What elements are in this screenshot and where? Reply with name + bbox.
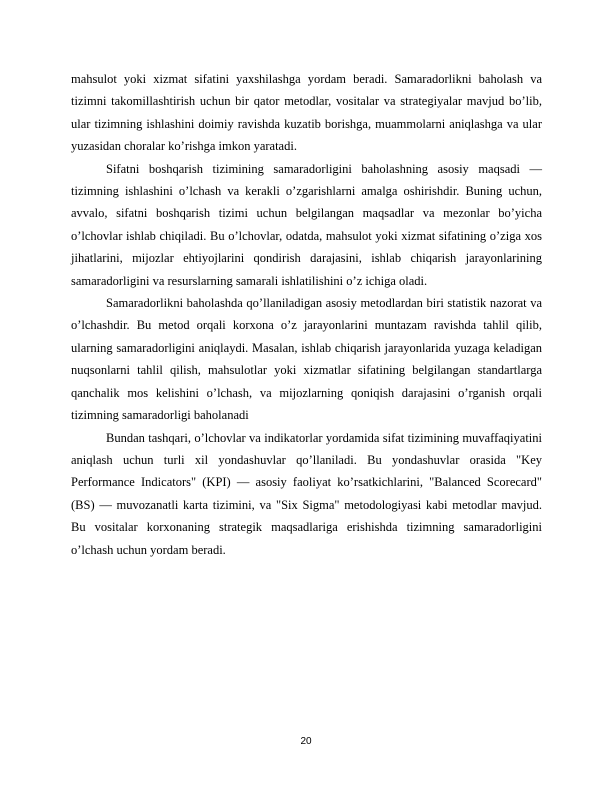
- paragraph-continued: mahsulot yoki xizmat sifatini yaxshilashga yordam beradi. Samaradorlikni baholash va tizimni takomillashtirish uchun bir qator metodlar, vositalar va strategiyalar mavjud bo’lib, ular tizimning ishlashini doimiy ravishda kuzatib borishga, muammolarni aniqlashga va ular yuzasidan choralar ko’rishga imkon yaratadi.: [71, 72, 542, 154]
- paragraph: Sifatni boshqarish tizimining samaradorligini baholashning asosiy maqsadi — tizimning ishlashini o’lchash va kerakli o’zgarishlarni amalga oshirishdir. Buning uchun, avvalo, sifatni boshqarish tizimi uchun belgilangan maqsadlar va mezonlar bo’yicha o’lchovlar ishlab chiqiladi. Bu o’lchovlar, odatda, mahsulot yoki xizmat sifatining o’ziga xos jihatlarini, mijozlar ehtiyojlarini qondirish darajasini, ishlab chiqarish jarayonlarining samaradorligini va resurslarning samarali ishlatilishini o’z ichiga oladi.: [71, 161, 542, 288]
- paragraph: Bundan tashqari, o’lchovlar va indikatorlar yordamida sifat tizimining muvaffaqiyatini aniqlash uchun turli xil yondashuvlar qo’llaniladi. Bu yondashuvlar orasida "Key Performance Indicators" (KPI) — asosiy faoliyat ko’rsatkichlarini, "Balanced Scorecard" (BS) — muvozanatli karta tizimini, va "Six Sigma" metodologiyasi kabi metodlar mavjud. Bu vositalar korxonaning strategik maqsadlariga erishishda tizimning samaradorligini o’lchash uchun yordam beradi.: [71, 430, 542, 557]
- body-text: [71, 68, 542, 561]
- paragraph: Samaradorlikni baholashda qo’llaniladigan asosiy metodlardan biri statistik nazorat va o’lchashdir. Bu metod orqali korxona o’z jarayonlarini muntazam ravishda tahlil qilib, ularning samaradorligini aniqlaydi. Masalan, ishlab chiqarish jarayonlarida yuzaga keladigan nuqsonlarni tahlil qilish, mahsulotlar yoki xizmatlar sifatining belgilangan standartlarga qanchalik mos kelishini o’lchash, va mijozlarning qoniqish darajasini o’rganish orqali tizimning samaradorligi baholanadi: [71, 296, 542, 423]
- page-number: 20: [300, 736, 312, 747]
